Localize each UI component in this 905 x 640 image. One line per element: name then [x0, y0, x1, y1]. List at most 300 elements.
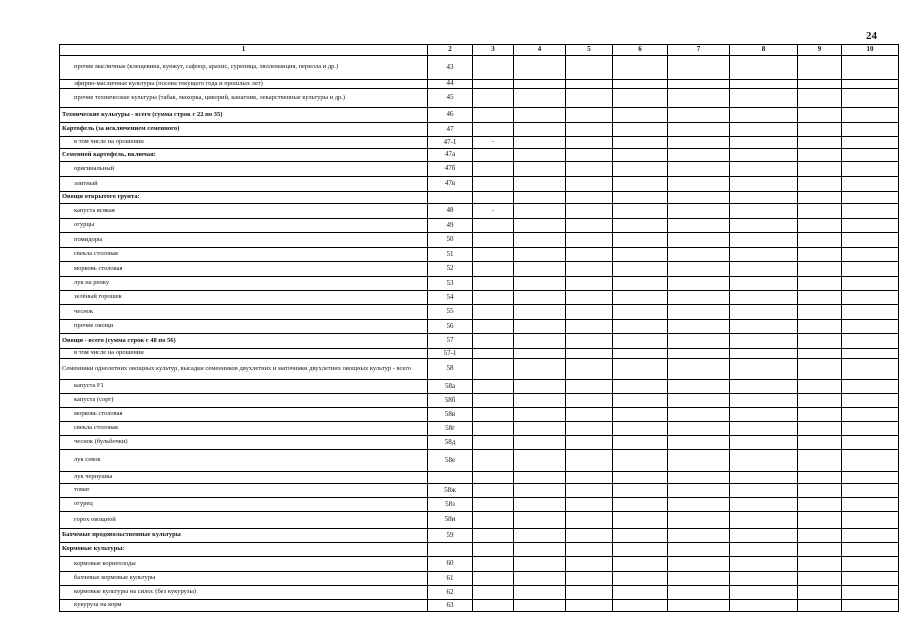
row-code: 57 [428, 334, 473, 349]
data-cell [730, 149, 798, 162]
data-cell [842, 219, 899, 233]
row-code: 59 [428, 529, 473, 543]
table-row [60, 56, 899, 80]
table-body [60, 56, 899, 612]
data-cell [730, 123, 798, 137]
row-label: огурцы [60, 219, 428, 233]
table-row [60, 586, 899, 600]
row-code: 47а [428, 149, 473, 162]
data-cell [514, 422, 566, 436]
row-label: лук на репку [60, 277, 428, 291]
data-cell [668, 162, 730, 177]
data-cell [730, 512, 798, 529]
data-cell [668, 422, 730, 436]
data-cell [730, 408, 798, 422]
table-row [60, 123, 899, 137]
data-cell [514, 277, 566, 291]
column-header: 7 [668, 45, 730, 56]
data-cell [613, 219, 668, 233]
data-cell [798, 89, 842, 108]
data-cell [514, 484, 566, 498]
data-cell [798, 233, 842, 248]
data-cell [730, 277, 798, 291]
data-cell [842, 204, 899, 219]
row-label: свекла столовая [60, 248, 428, 262]
data-cell [473, 149, 514, 162]
row-code: 47 [428, 123, 473, 137]
data-cell [613, 320, 668, 334]
data-cell [842, 177, 899, 192]
row-code: 58 [428, 359, 473, 380]
data-cell [668, 123, 730, 137]
data-cell [842, 248, 899, 262]
data-cell [798, 394, 842, 408]
data-cell [514, 204, 566, 219]
data-cell [730, 108, 798, 123]
data-cell [842, 108, 899, 123]
data-cell [566, 529, 613, 543]
row-label: горох овощной [60, 512, 428, 529]
data-cell [613, 436, 668, 450]
data-cell [613, 334, 668, 349]
data-cell [613, 56, 668, 80]
row-code: 47-1 [428, 137, 473, 149]
data-cell [842, 277, 899, 291]
table-row [60, 529, 899, 543]
data-cell [730, 80, 798, 89]
table-row [60, 498, 899, 512]
row-code: 46 [428, 108, 473, 123]
data-cell [473, 320, 514, 334]
data-cell [730, 56, 798, 80]
table-row [60, 248, 899, 262]
data-cell [730, 162, 798, 177]
column-header: 9 [798, 45, 842, 56]
data-cell [798, 204, 842, 219]
data-cell [473, 277, 514, 291]
row-label: кормовые корнеплоды [60, 557, 428, 572]
data-cell [613, 233, 668, 248]
column-header: 2 [428, 45, 473, 56]
data-cell [566, 484, 613, 498]
data-cell [566, 422, 613, 436]
data-cell [473, 394, 514, 408]
row-code: 60 [428, 557, 473, 572]
row-label: элитный [60, 177, 428, 192]
data-cell [473, 512, 514, 529]
data-cell [668, 262, 730, 277]
data-cell [798, 277, 842, 291]
data-cell [514, 436, 566, 450]
data-cell [842, 408, 899, 422]
data-cell [730, 422, 798, 436]
table-row [60, 436, 899, 450]
row-code: 58в [428, 408, 473, 422]
data-cell [798, 123, 842, 137]
row-label: Технические культуры - всего (сумма строк с 22 по 35) [60, 108, 428, 123]
row-code: 58е [428, 450, 473, 472]
table-row [60, 277, 899, 291]
table-row [60, 359, 899, 380]
data-cell [730, 233, 798, 248]
data-cell [668, 56, 730, 80]
data-cell [566, 277, 613, 291]
data-cell [514, 543, 566, 557]
data-cell [730, 192, 798, 204]
row-code: 45 [428, 89, 473, 108]
data-cell [668, 204, 730, 219]
data-cell [668, 334, 730, 349]
data-cell [514, 248, 566, 262]
data-cell [668, 498, 730, 512]
data-cell [566, 498, 613, 512]
data-cell [730, 359, 798, 380]
data-cell [566, 572, 613, 586]
data-cell [566, 233, 613, 248]
data-cell [613, 89, 668, 108]
data-cell [566, 305, 613, 320]
data-cell [842, 436, 899, 450]
data-cell [613, 305, 668, 320]
data-cell [798, 320, 842, 334]
data-cell [842, 586, 899, 600]
data-cell [613, 359, 668, 380]
data-cell [613, 149, 668, 162]
row-label: Семенной картофель, включая: [60, 149, 428, 162]
data-cell [473, 108, 514, 123]
row-label: томат [60, 484, 428, 498]
data-cell [798, 472, 842, 484]
data-cell [842, 162, 899, 177]
data-cell [730, 89, 798, 108]
data-cell [668, 484, 730, 498]
data-cell [798, 529, 842, 543]
row-code: 58б [428, 394, 473, 408]
data-cell [473, 380, 514, 394]
data-cell [473, 586, 514, 600]
data-cell [473, 529, 514, 543]
data-cell [514, 349, 566, 359]
data-cell [473, 192, 514, 204]
data-cell [798, 557, 842, 572]
data-cell [842, 349, 899, 359]
data-cell [613, 380, 668, 394]
data-cell [473, 450, 514, 472]
data-cell [798, 334, 842, 349]
data-cell [798, 543, 842, 557]
data-cell [473, 219, 514, 233]
table-row [60, 204, 899, 219]
data-cell [668, 320, 730, 334]
data-cell [566, 108, 613, 123]
data-cell [842, 56, 899, 80]
data-cell [566, 600, 613, 612]
row-code: 58и [428, 512, 473, 529]
row-label: в том числе на орошении [60, 349, 428, 359]
data-cell [668, 557, 730, 572]
row-code: 57-1 [428, 349, 473, 359]
data-cell [613, 572, 668, 586]
data-cell [668, 359, 730, 380]
row-label: Овощи - всего (сумма строк с 48 по 56) [60, 334, 428, 349]
data-cell [730, 262, 798, 277]
data-cell [730, 248, 798, 262]
data-cell [730, 204, 798, 219]
data-cell [798, 177, 842, 192]
data-cell [842, 80, 899, 89]
data-cell [798, 484, 842, 498]
data-cell [514, 162, 566, 177]
data-cell [798, 80, 842, 89]
row-code: 44 [428, 80, 473, 89]
data-cell [730, 557, 798, 572]
data-cell [613, 192, 668, 204]
table-row [60, 600, 899, 612]
table-row [60, 484, 899, 498]
data-cell [566, 177, 613, 192]
data-cell [842, 262, 899, 277]
data-cell [514, 394, 566, 408]
data-cell [730, 586, 798, 600]
data-cell [798, 305, 842, 320]
data-cell [473, 123, 514, 137]
data-cell [668, 137, 730, 149]
data-cell [613, 512, 668, 529]
data-cell [730, 529, 798, 543]
table-row [60, 233, 899, 248]
data-cell [473, 334, 514, 349]
data-cell [514, 56, 566, 80]
table-row [60, 149, 899, 162]
table-row [60, 572, 899, 586]
data-cell [668, 380, 730, 394]
row-code: 55 [428, 305, 473, 320]
row-label: капуста (сорт) [60, 394, 428, 408]
data-cell [514, 291, 566, 305]
data-cell [514, 600, 566, 612]
data-cell [730, 394, 798, 408]
data-cell [613, 204, 668, 219]
data-cell [798, 149, 842, 162]
data-cell [842, 137, 899, 149]
table-row [60, 162, 899, 177]
row-code [428, 472, 473, 484]
column-header: 8 [730, 45, 798, 56]
data-cell [668, 149, 730, 162]
data-cell [514, 108, 566, 123]
data-cell [566, 137, 613, 149]
data-cell [842, 543, 899, 557]
row-label: капуста всякая [60, 204, 428, 219]
data-cell [668, 529, 730, 543]
data-cell [730, 484, 798, 498]
data-cell [798, 408, 842, 422]
data-cell [842, 600, 899, 612]
table-row [60, 291, 899, 305]
data-cell [566, 334, 613, 349]
data-cell [514, 359, 566, 380]
data-cell [668, 394, 730, 408]
data-cell [842, 394, 899, 408]
data-cell [842, 291, 899, 305]
data-cell [613, 557, 668, 572]
data-cell [730, 498, 798, 512]
data-cell [798, 422, 842, 436]
data-cell [842, 422, 899, 436]
data-cell [473, 89, 514, 108]
row-label: морковь столовая [60, 408, 428, 422]
table-row [60, 262, 899, 277]
page-number: 24 [866, 30, 877, 42]
table-row [60, 80, 899, 89]
table-row [60, 192, 899, 204]
data-cell [473, 600, 514, 612]
data-cell [842, 484, 899, 498]
data-cell [514, 498, 566, 512]
data-cell [842, 572, 899, 586]
data-cell [842, 233, 899, 248]
data-cell [730, 600, 798, 612]
column-header: 6 [613, 45, 668, 56]
data-cell [730, 334, 798, 349]
data-cell [668, 512, 730, 529]
data-cell [514, 123, 566, 137]
row-label: Кормовые культуры: [60, 543, 428, 557]
row-label: Бахчевые продовольственные культуры [60, 529, 428, 543]
data-cell [668, 192, 730, 204]
data-cell [514, 219, 566, 233]
data-cell [473, 248, 514, 262]
data-cell [668, 349, 730, 359]
data-cell [613, 291, 668, 305]
data-cell [842, 192, 899, 204]
data-cell [842, 512, 899, 529]
data-cell [613, 262, 668, 277]
row-code: 58г [428, 422, 473, 436]
table-row [60, 380, 899, 394]
data-cell [566, 408, 613, 422]
row-code: 58ж [428, 484, 473, 498]
data-cell [668, 89, 730, 108]
data-cell [473, 422, 514, 436]
data-cell [842, 334, 899, 349]
data-cell [730, 572, 798, 586]
data-cell [842, 305, 899, 320]
data-cell [842, 359, 899, 380]
row-label: Овощи открытого грунта: [60, 192, 428, 204]
data-cell [730, 450, 798, 472]
data-cell [514, 305, 566, 320]
data-cell [613, 450, 668, 472]
data-cell [514, 192, 566, 204]
data-cell [798, 262, 842, 277]
data-cell [668, 586, 730, 600]
data-cell [473, 56, 514, 80]
data-cell [566, 320, 613, 334]
data-cell [842, 557, 899, 572]
data-cell [730, 320, 798, 334]
table-row [60, 422, 899, 436]
data-cell [566, 262, 613, 277]
column-header: 3 [473, 45, 514, 56]
header-row [60, 45, 899, 56]
data-cell [514, 572, 566, 586]
table-row [60, 334, 899, 349]
row-code: 53 [428, 277, 473, 291]
row-code [428, 543, 473, 557]
row-label: оригинальный [60, 162, 428, 177]
data-cell [473, 359, 514, 380]
data-cell [798, 162, 842, 177]
data-cell [798, 192, 842, 204]
row-label: прочие масличные (клещевина, кунжут, сафлор, арахис, сурепица, ляллеманция, перилла и др.) [60, 56, 428, 80]
data-cell [613, 498, 668, 512]
data-cell [798, 572, 842, 586]
data-cell [566, 192, 613, 204]
data-cell [668, 408, 730, 422]
data-cell [842, 380, 899, 394]
data-cell [566, 450, 613, 472]
data-cell [730, 472, 798, 484]
data-cell [473, 498, 514, 512]
data-cell [842, 529, 899, 543]
data-cell [473, 305, 514, 320]
data-cell [613, 177, 668, 192]
data-cell [514, 137, 566, 149]
table-row [60, 89, 899, 108]
data-cell [798, 600, 842, 612]
row-label: эфирно-масличные культуры (посева текущего года и прошлых лет) [60, 80, 428, 89]
table-row [60, 137, 899, 149]
data-cell [798, 436, 842, 450]
row-label: кукуруза на корм [60, 600, 428, 612]
row-label: свекла столовая [60, 422, 428, 436]
data-cell [613, 529, 668, 543]
data-cell [566, 394, 613, 408]
data-cell [514, 233, 566, 248]
data-cell [514, 512, 566, 529]
table-row [60, 450, 899, 472]
table-row [60, 219, 899, 233]
data-cell [566, 56, 613, 80]
table-row [60, 305, 899, 320]
data-cell [730, 436, 798, 450]
data-cell [473, 233, 514, 248]
data-cell [798, 248, 842, 262]
data-cell [566, 380, 613, 394]
row-label: лук севок [60, 450, 428, 472]
data-cell [668, 233, 730, 248]
data-cell [613, 123, 668, 137]
data-cell [473, 436, 514, 450]
data-cell [730, 137, 798, 149]
table-row [60, 349, 899, 359]
data-cell [473, 557, 514, 572]
data-cell [514, 320, 566, 334]
table-row [60, 472, 899, 484]
column-header: 4 [514, 45, 566, 56]
data-cell [798, 108, 842, 123]
row-label: чеснок [60, 305, 428, 320]
data-cell [566, 512, 613, 529]
row-label: зелёный горошек [60, 291, 428, 305]
data-cell [668, 108, 730, 123]
data-cell [473, 291, 514, 305]
data-cell [514, 586, 566, 600]
table-row [60, 177, 899, 192]
data-cell [798, 498, 842, 512]
data-cell [798, 137, 842, 149]
